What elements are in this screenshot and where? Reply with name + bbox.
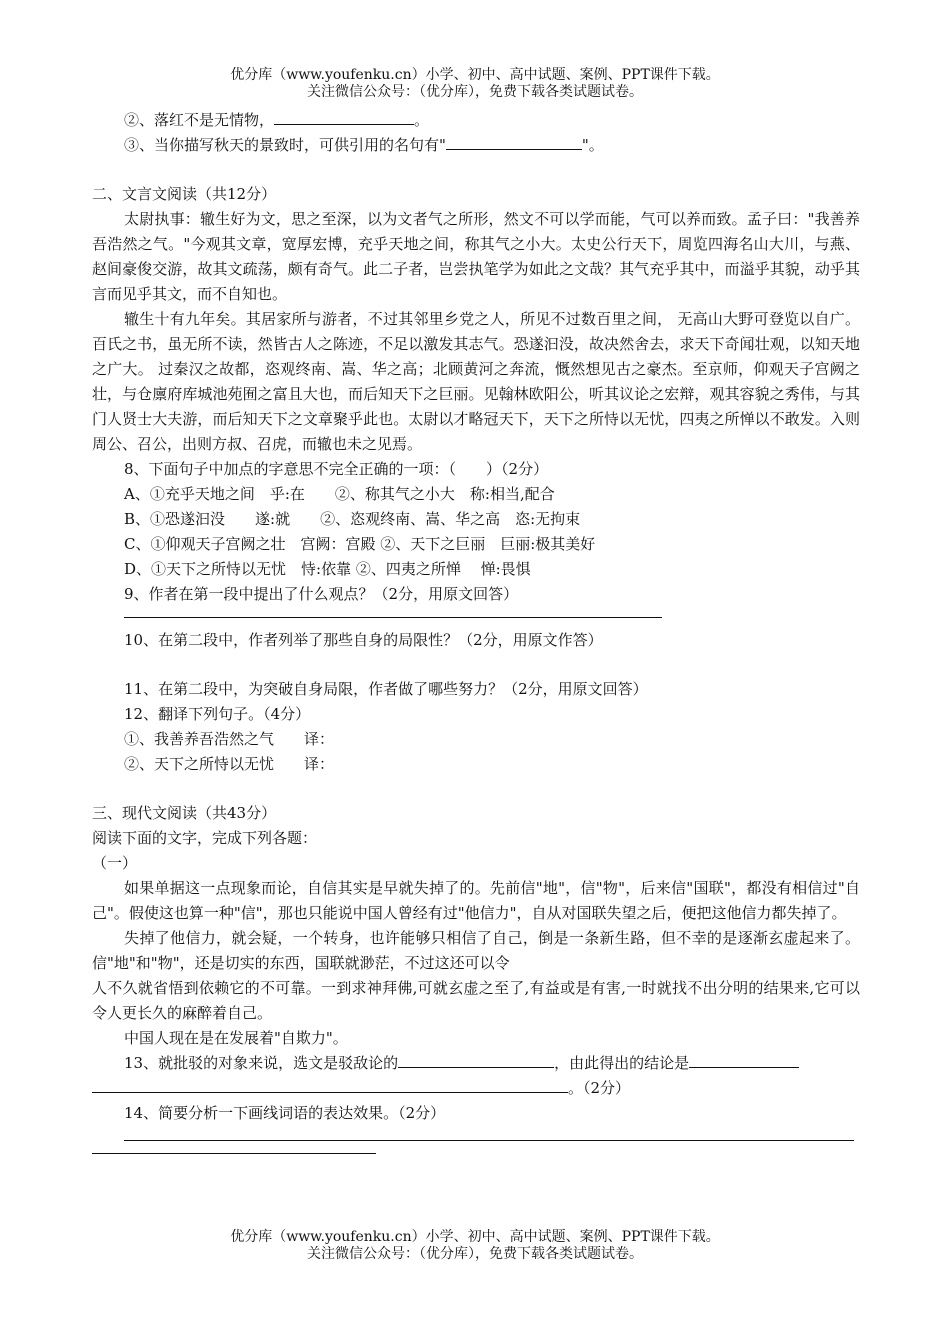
question-10: 10、在第二段中，作者列举了那些自身的局限性？（2分，用原文作答）	[124, 631, 603, 649]
question-8: 8、下面句子中加点的字意思不完全正确的一项：（ ）（2分）	[124, 460, 549, 478]
answer-line[interactable]	[92, 1153, 376, 1154]
answer-blank[interactable]	[689, 1051, 799, 1068]
page-footer	[0, 1229, 950, 1263]
footer-line-2: 关注微信公众号：（优分库），免费下载各类试题试卷。	[307, 1246, 643, 1262]
question-14: 14、简要分析一下画线词语的表达效果。（2分）	[124, 1104, 446, 1122]
modern-passage-para-3: 中国人现在是在发展着"自欺力"。	[124, 1029, 348, 1047]
question-11: 11、在第二段中，为突破自身局限，作者做了哪些努力？（2分，用原文回答）	[124, 680, 648, 698]
document-body	[92, 108, 860, 1154]
question-13-cont: 。（2分）	[92, 1076, 860, 1101]
modern-passage-para-1: 如果单据这一点现象而论，自信其实是早就失掉了的。先前信"地"，信"物"，后来信"国联"，都没有相信过"自己"。假使这也算一种"信"，那也只能说中国人曾经有过"他信力"，自从对国联失望之后，便把这他信力都失掉了。	[92, 879, 860, 922]
header-line-1: 优分库（www.youfenku.cn）小学、初中、高中试题、案例、PPT课件下载。	[230, 67, 720, 83]
page-header	[0, 67, 950, 101]
answer-blank[interactable]	[446, 133, 582, 150]
question-9: 9、作者在第一段中提出了什么观点？（2分，用原文回答）	[124, 585, 519, 603]
footer-line-1: 优分库（www.youfenku.cn）小学、初中、高中试题、案例、PPT课件下载。	[230, 1229, 720, 1245]
option-d: D、①天下之所恃以无忧 恃:依靠 ②、四夷之所惮 惮:畏惧	[124, 560, 531, 578]
answer-blank[interactable]	[274, 108, 414, 125]
classical-passage-para-2: 辙生十有九年矣。其居家所与游者，不过其邻里乡党之人，所见不过数百里之间， 无高山大野可登览以自广。百氏之书，虽无所不读，然皆古人之陈迹，不足以激发其志气。恐遂汩没，故决然舍去，求天下奇闻壮观，以知天地之广大。 过秦汉之故都，恣观终南、嵩、华之高；北顾黄河之奔流，慨然想见古之豪杰。至京师，仰观天子宫阙之壮，与仓廪府库城池苑囿之富且大也，而后知天下之巨丽。见翰林欧阳公，听其议论之宏辩，观其容貌之秀伟，与其门人贤士大夫游，而后知天下之文章聚乎此也。太尉以才略冠天下，天下之所恃以无忧，四夷之所惮以不敢发。入则周公、召公，出则方叔、召虎，而辙也未之见焉。	[92, 310, 860, 453]
classical-passage-para-1: 太尉执事：辙生好为文，思之至深，以为文者气之所形，然文不可以学而能，气可以养而致。孟子曰："我善养吾浩然之气。"今观其文章，宽厚宏博，充乎天地之间，称其气之小大。太史公行天下，周览四海名山大川，与燕、赵间豪俊交游，故其文疏荡，颇有奇气。此二子者，岂尝执笔学为如此之文哉？其气充乎其中，而溢乎其貌，动乎其言而见乎其文，而不自知也。	[92, 210, 860, 303]
answer-line[interactable]	[124, 1126, 854, 1141]
modern-passage-para-2: 失掉了他信力，就会疑，一个转身，也许能够只相信了自己，倒是一条新生路，但不幸的是逐渐玄虚起来了。信"地"和"物"，还是切实的东西，国联就渺茫，不过这还可以令	[92, 929, 860, 972]
answer-blank[interactable]	[398, 1051, 554, 1068]
header-line-2: 关注微信公众号：（优分库），免费下载各类试题试卷。	[307, 84, 643, 100]
section-3-intro: 阅读下面的文字，完成下列各题：	[92, 829, 318, 847]
modern-passage-para-2-cont: 人不久就省悟到依赖它的不可靠。一到求神拜佛,可就玄虚之至了,有益或是有害,一时就找不出分明的结果来,它可以令人更长久的麻醉着自己。	[92, 979, 860, 1022]
answer-line[interactable]	[124, 607, 662, 618]
section-3-title: 三、现代文阅读（共43分）	[92, 804, 277, 822]
answer-blank[interactable]	[92, 1076, 568, 1093]
subsection-1-label: （一）	[92, 854, 138, 872]
option-a: A、①充乎天地之间 乎:在 ②、称其气之小大 称:相当,配合	[124, 485, 555, 503]
question-2-line: ②、落红不是无情物， 。	[92, 108, 860, 133]
translate-item-1: ①、我善养吾浩然之气 译：	[124, 730, 335, 748]
question-12: 12、翻译下列句子。（4分）	[124, 705, 311, 723]
question-3-line: ③、当你描写秋天的景致时，可供引用的名句有" "。	[92, 133, 860, 158]
option-b: B、①恐遂汩没 遂:就 ②、恣观终南、嵩、华之高 恣:无拘束	[124, 510, 581, 528]
option-c: C、①仰观天子宫阙之壮 宫阙：宫殿 ②、天下之巨丽 巨丽:极其美好	[124, 535, 596, 553]
question-13: 13、就批驳的对象来说，选文是驳敌论的 ，由此得出的结论是	[92, 1051, 860, 1076]
section-2-title: 二、文言文阅读（共12分）	[92, 185, 277, 203]
translate-item-2: ②、天下之所恃以无忧 译：	[124, 755, 335, 773]
